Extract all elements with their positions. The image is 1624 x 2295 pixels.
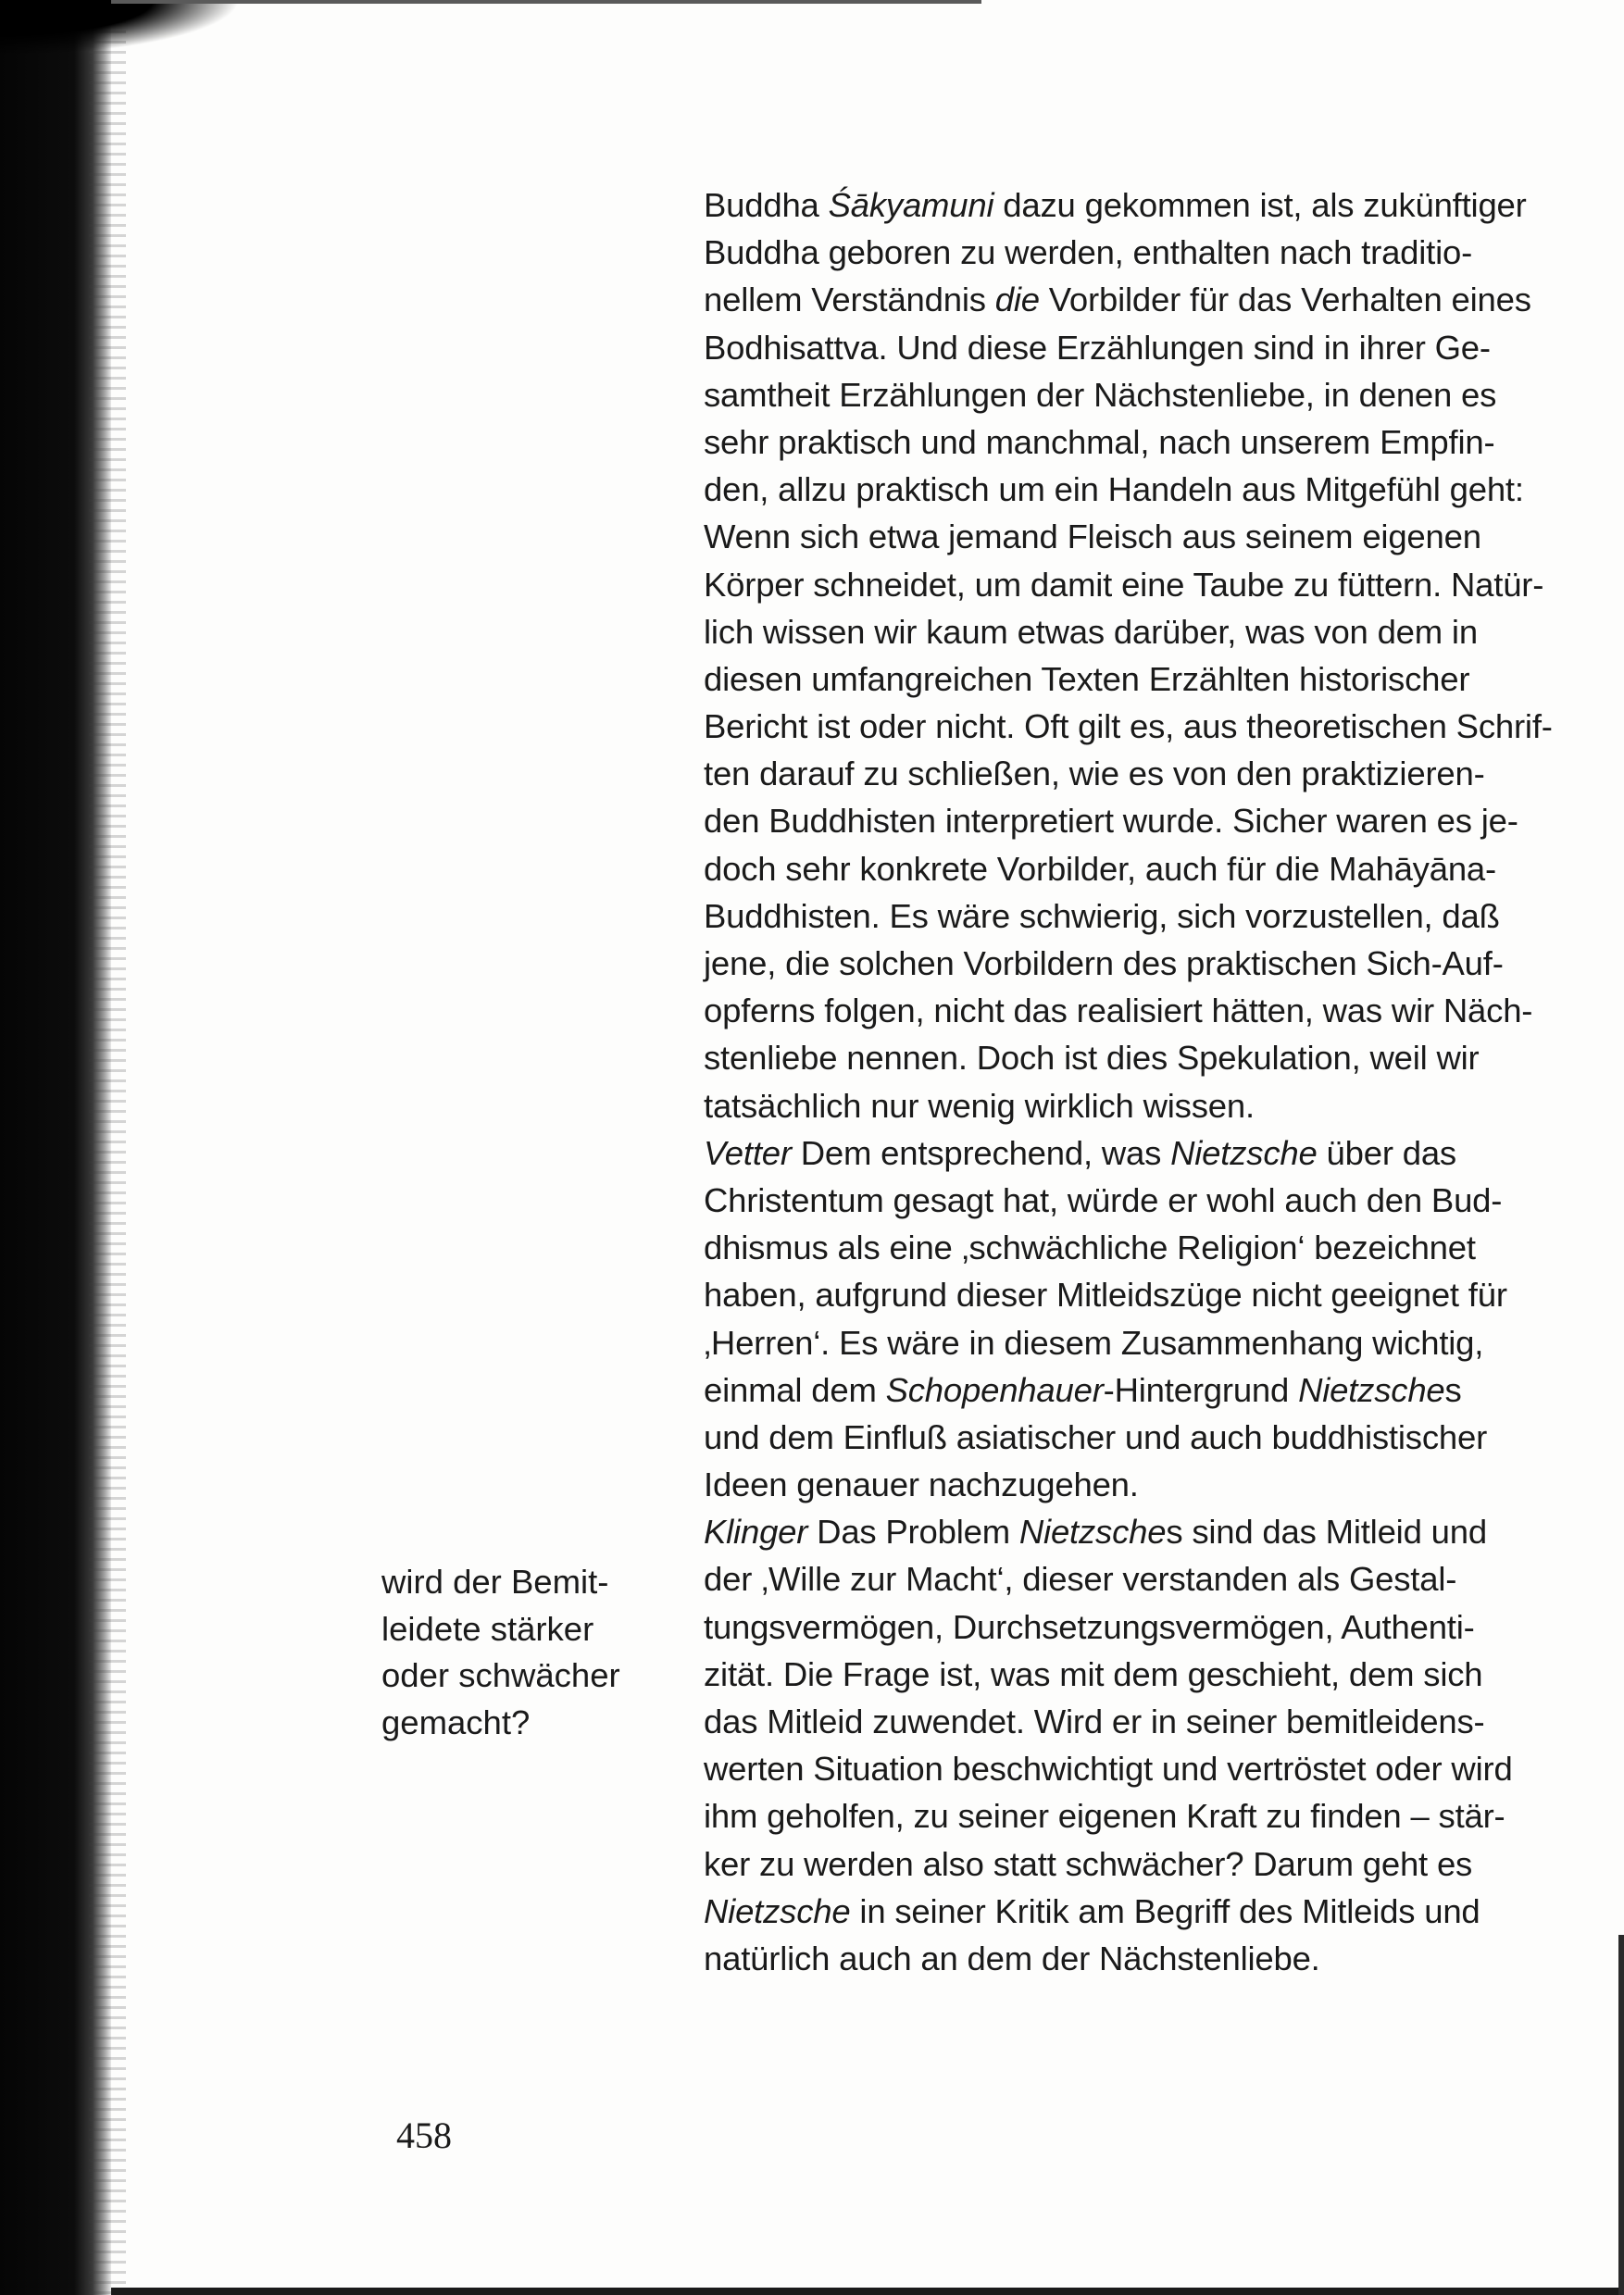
text-segment: tungsvermögen, Durchsetzungsvermögen, Authenti- bbox=[704, 1607, 1475, 1646]
scan-corner-shadow bbox=[0, 0, 241, 56]
italic-segment: Schopenhauer bbox=[885, 1370, 1104, 1409]
text-segment: zität. Die Frage ist, was mit dem geschieht, dem sich bbox=[704, 1654, 1483, 1693]
margin-note bbox=[381, 1559, 668, 1746]
text-line bbox=[704, 797, 1594, 844]
text-segment: das Mitleid zuwendet. Wird er in seiner bemitleidens- bbox=[704, 1703, 1485, 1740]
text-segment: der ‚Wille zur Macht‘, dieser verstanden als Gestal- bbox=[704, 1560, 1457, 1599]
text-segment: samtheit Erzählungen der Nächstenliebe, in denen es bbox=[704, 375, 1497, 414]
text-segment: ‚Herren‘. Es wäre in diesem Zusammenhang wichtig, bbox=[704, 1323, 1484, 1362]
text-segment: einmal dem bbox=[704, 1370, 886, 1409]
text-segment: über das bbox=[1317, 1133, 1456, 1172]
text-segment: tatsächlich nur wenig wirklich wissen. bbox=[704, 1086, 1255, 1125]
text-line bbox=[704, 1651, 1594, 1698]
margin-note-line: wird der Bemit- bbox=[381, 1563, 609, 1601]
scan-top-edge bbox=[111, 0, 981, 4]
text-segment: Buddhisten. Es wäre schwierig, sich vorzustellen, daß bbox=[704, 896, 1500, 935]
text-segment: den, allzu praktisch um ein Handeln aus Mitgefühl geht: bbox=[704, 470, 1524, 509]
text-line bbox=[704, 1177, 1594, 1224]
text-segment: dazu gekommen ist, als zukünftiger bbox=[993, 186, 1527, 224]
text-line bbox=[704, 845, 1594, 892]
text-line bbox=[704, 371, 1594, 418]
text-line bbox=[704, 181, 1594, 229]
text-line bbox=[704, 1082, 1594, 1129]
text-line bbox=[704, 1034, 1594, 1081]
text-line bbox=[704, 324, 1594, 371]
text-segment: s sind das Mitleid und bbox=[1166, 1513, 1487, 1552]
text-line bbox=[704, 1271, 1594, 1318]
italic-segment: die bbox=[994, 281, 1040, 319]
scan-right-edge bbox=[1618, 1935, 1624, 2295]
text-segment: Vorbilder für das Verhalten eines bbox=[1039, 281, 1531, 319]
text-segment: Bodhisattva. Und diese Erzählungen sind in ihrer Ge- bbox=[704, 328, 1491, 367]
italic-segment: Nietzsche bbox=[704, 1891, 851, 1930]
text-segment: sehr praktisch und manchmal, nach unserem Empfin- bbox=[704, 422, 1495, 461]
text-segment: doch sehr konkrete Vorbilder, auch für die Mahāyāna- bbox=[704, 849, 1496, 888]
text-line bbox=[704, 892, 1594, 940]
text-line bbox=[704, 561, 1594, 608]
text-segment: haben, aufgrund dieser Mitleidszüge nicht geeignet für bbox=[704, 1276, 1507, 1315]
text-segment: werten Situation beschwichtigt und vertröstet oder wird bbox=[704, 1750, 1513, 1789]
main-text-column bbox=[704, 181, 1594, 1982]
text-segment: stenliebe nennen. Doch ist dies Spekulation, weil wir bbox=[704, 1039, 1480, 1078]
text-segment: Dem entsprechend, was bbox=[791, 1133, 1171, 1172]
text-segment: Buddha bbox=[704, 186, 829, 224]
scan-bottom-edge bbox=[111, 2288, 1624, 2295]
text-segment: Wenn sich etwa jemand Fleisch aus seinem eigenen bbox=[704, 518, 1481, 556]
page-number: 458 bbox=[396, 2114, 452, 2156]
margin-note-line: oder schwächer bbox=[381, 1656, 620, 1694]
text-segment: ten darauf zu schließen, wie es von den praktizieren- bbox=[704, 755, 1485, 793]
text-segment: Buddha geboren zu werden, enthalten nach traditio- bbox=[704, 233, 1473, 272]
text-segment: Bericht ist oder nicht. Oft gilt es, aus theoretischen Schrif- bbox=[704, 707, 1553, 746]
italic-segment: Nietzsche bbox=[1018, 1513, 1167, 1552]
text-line bbox=[704, 655, 1594, 703]
text-segment: Körper schneidet, um damit eine Taube zu füttern. Natür- bbox=[704, 565, 1544, 604]
text-line bbox=[704, 418, 1594, 466]
text-line bbox=[704, 1414, 1594, 1461]
text-segment: Christentum gesagt hat, würde er wohl auch den Bud- bbox=[704, 1180, 1503, 1219]
text-line bbox=[704, 987, 1594, 1034]
text-segment: nellem Verständnis bbox=[704, 281, 995, 319]
text-line bbox=[704, 750, 1594, 797]
text-line bbox=[704, 1603, 1594, 1651]
text-line bbox=[704, 1224, 1594, 1271]
text-line bbox=[704, 229, 1594, 276]
text-segment: und dem Einfluß asiatischer und auch buddhistischer bbox=[704, 1417, 1488, 1456]
italic-segment: Nietzsche bbox=[1170, 1133, 1318, 1172]
text-segment: ihm geholfen, zu seiner eigenen Kraft zu finden – stär- bbox=[704, 1797, 1505, 1836]
binding-streaks bbox=[89, 0, 126, 2295]
text-line bbox=[704, 466, 1594, 513]
text-line bbox=[704, 1792, 1594, 1840]
text-line bbox=[704, 1840, 1594, 1888]
text-segment: den Buddhisten interpretiert wurde. Sicher waren es je- bbox=[704, 802, 1518, 841]
text-line bbox=[704, 1935, 1594, 1982]
text-segment: diesen umfangreichen Texten Erzählten historischer bbox=[704, 659, 1470, 698]
text-line bbox=[704, 1698, 1594, 1745]
italic-segment: Klinger bbox=[704, 1513, 808, 1552]
text-line bbox=[704, 276, 1594, 323]
italic-segment: Śākyamuni bbox=[828, 186, 994, 224]
text-segment: ker zu werden also statt schwächer? Darum geht es bbox=[704, 1844, 1473, 1883]
text-segment: jene, die solchen Vorbildern des praktischen Sich-Auf- bbox=[704, 944, 1504, 982]
text-segment: dhismus als eine ‚schwächliche Religion‘ bezeichnet bbox=[704, 1229, 1476, 1267]
text-segment: -Hintergrund bbox=[1103, 1370, 1299, 1409]
text-segment: natürlich auch an dem der Nächstenliebe. bbox=[704, 1939, 1320, 1977]
text-line bbox=[704, 1461, 1594, 1508]
text-line bbox=[704, 1366, 1594, 1414]
text-line bbox=[704, 513, 1594, 560]
text-line bbox=[704, 1888, 1594, 1935]
text-line bbox=[704, 1508, 1594, 1555]
text-segment: Ideen genauer nachzugehen. bbox=[704, 1466, 1139, 1504]
margin-note-line: leidete stärker bbox=[381, 1609, 594, 1648]
text-segment: opferns folgen, nicht das realisiert hätten, was wir Näch- bbox=[704, 992, 1533, 1030]
text-line bbox=[704, 1319, 1594, 1366]
italic-segment: Nietzsche bbox=[1298, 1370, 1445, 1409]
margin-note-line: gemacht? bbox=[381, 1703, 531, 1741]
text-line bbox=[704, 940, 1594, 987]
text-segment: in seiner Kritik am Begriff des Mitleids und bbox=[850, 1891, 1480, 1930]
text-line bbox=[704, 1555, 1594, 1603]
text-line bbox=[704, 703, 1594, 750]
text-line bbox=[704, 608, 1594, 655]
text-segment: s bbox=[1444, 1370, 1462, 1409]
text-segment: lich wissen wir kaum etwas darüber, was von dem in bbox=[704, 612, 1478, 651]
text-line bbox=[704, 1745, 1594, 1792]
text-segment: Das Problem bbox=[807, 1513, 1019, 1552]
text-line bbox=[704, 1129, 1594, 1177]
italic-segment: Vetter bbox=[704, 1133, 792, 1172]
